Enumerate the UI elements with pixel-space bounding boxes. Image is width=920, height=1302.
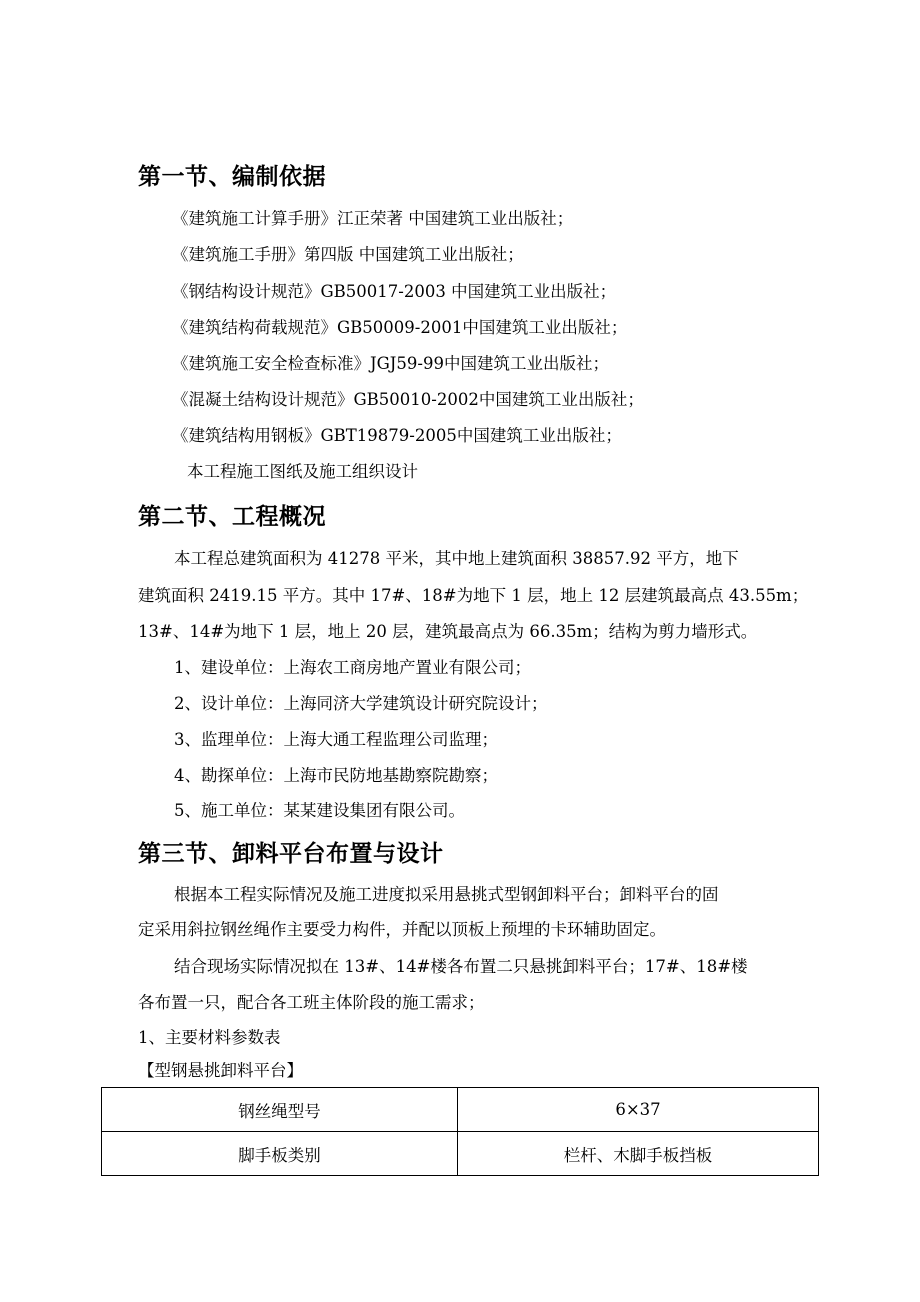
- reference-item: 《建筑结构用钢板》GBT19879-2005中国建筑工业出版社；: [172, 426, 622, 445]
- reference-item: 《建筑施工安全检查标准》JGJ59-99中国建筑工业出版社；: [172, 354, 609, 373]
- table-cell: 6×37: [458, 1088, 819, 1132]
- unit-item: 3、监理单位：上海大通工程监理公司监理；: [174, 730, 498, 749]
- materials-subtitle: 1、主要材料参数表: [138, 1028, 281, 1047]
- table-cell: 钢丝绳型号: [102, 1088, 458, 1132]
- reference-item: 本工程施工图纸及施工组织设计: [187, 462, 418, 481]
- unit-item: 5、施工单位：某某建设集团有限公司。: [174, 801, 465, 820]
- reference-item: 《钢结构设计规范》GB50017-2003 中国建筑工业出版社；: [172, 282, 617, 301]
- table-caption: 【型钢悬挑卸料平台】: [138, 1061, 303, 1080]
- reference-item: 《建筑施工手册》第四版 中国建筑工业出版社；: [172, 245, 524, 264]
- section2-title: 第二节、工程概况: [138, 504, 326, 530]
- materials-table: [101, 1087, 819, 1176]
- platform-paragraph-line: 结合现场实际情况拟在 13#、14#楼各布置二只悬挑卸料平台；17#、18#楼: [174, 957, 748, 976]
- reference-item: 《混凝土结构设计规范》GB50010-2002中国建筑工业出版社；: [172, 390, 644, 409]
- section1-title: 第一节、编制依据: [138, 164, 326, 190]
- reference-item: 《建筑结构荷载规范》GB50009-2001中国建筑工业出版社；: [172, 318, 628, 337]
- overview-paragraph-line: 本工程总建筑面积为 41278 平米，其中地上建筑面积 38857.92 平方，地下: [174, 549, 739, 568]
- overview-paragraph-line: 13#、14#为地下 1 层，地上 20 层，建筑最高点为 66.35m；结构为剪力墙形式。: [138, 622, 758, 641]
- platform-paragraph-line: 根据本工程实际情况及施工进度拟采用悬挑式型钢卸料平台；卸料平台的固: [174, 885, 719, 904]
- table-row: [102, 1132, 819, 1176]
- platform-paragraph-line: 各布置一只，配合各工班主体阶段的施工需求；: [138, 993, 485, 1012]
- unit-item: 1、建设单位：上海农工商房地产置业有限公司；: [174, 658, 531, 677]
- platform-paragraph-line: 定采用斜拉钢丝绳作主要受力构件，并配以顶板上预埋的卡环辅助固定。: [138, 920, 666, 939]
- table-cell: 栏杆、木脚手板挡板: [458, 1132, 819, 1176]
- unit-item: 4、勘探单位：上海市民防地基勘察院勘察；: [174, 766, 498, 785]
- section3-title: 第三节、卸料平台布置与设计: [138, 841, 444, 867]
- reference-item: 《建筑施工计算手册》江正荣著 中国建筑工业出版社；: [172, 209, 574, 228]
- table-row: [102, 1088, 819, 1132]
- table-cell: 脚手板类别: [102, 1132, 458, 1176]
- overview-paragraph-line: 建筑面积 2419.15 平方。其中 17#、18#为地下 1 层，地上 12 层建筑最高点 43.55m；: [138, 586, 809, 605]
- unit-item: 2、设计单位：上海同济大学建筑设计研究院设计；: [174, 694, 548, 713]
